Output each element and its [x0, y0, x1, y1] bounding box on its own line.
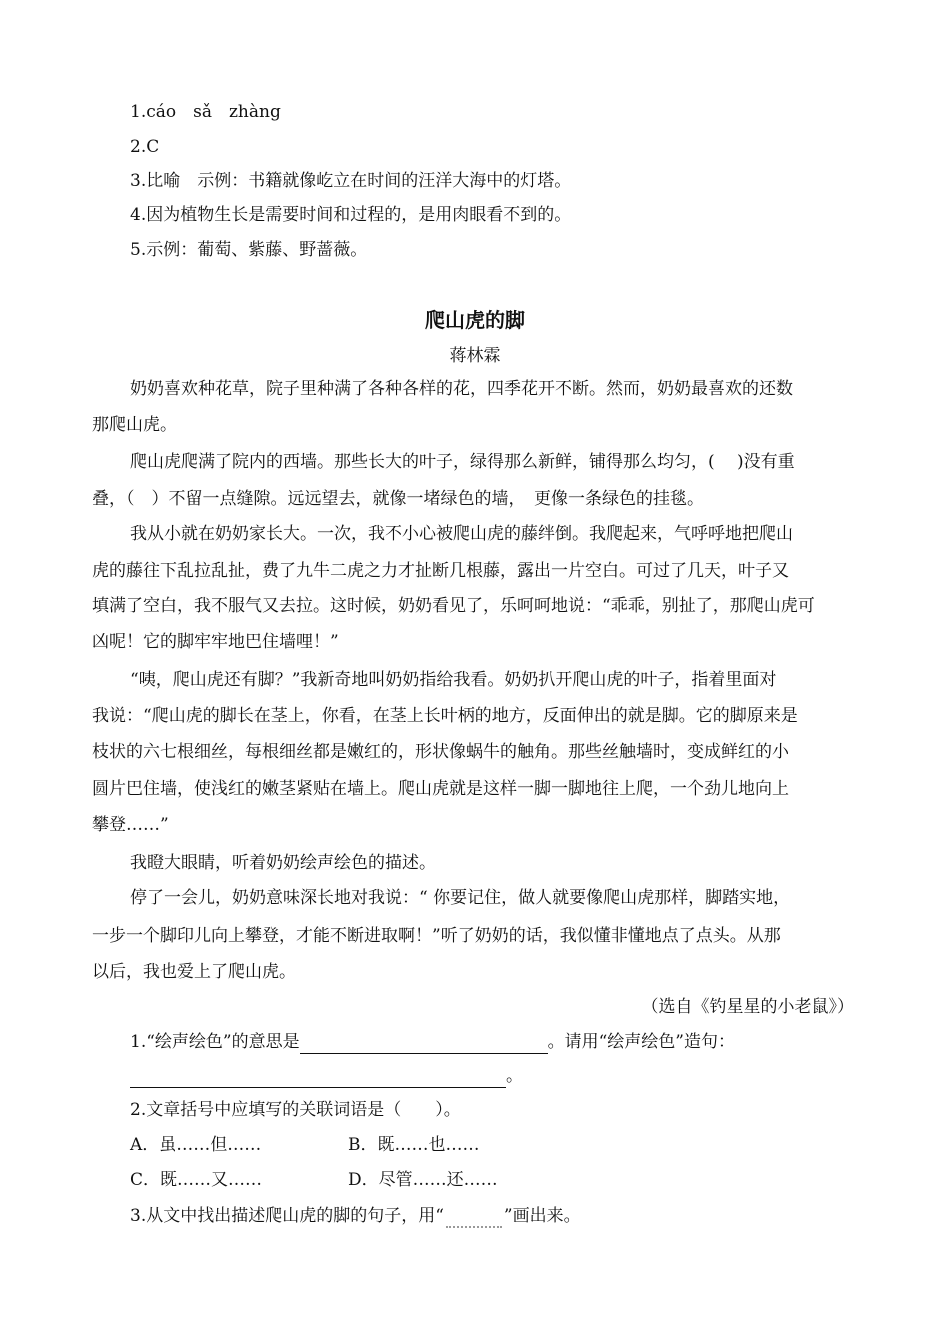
question-1-end: 。 [506, 1066, 523, 1086]
question-1-sentence-line [130, 1064, 523, 1088]
option-d: D．尽管……还…… [348, 1170, 498, 1190]
sentence-blank[interactable] [130, 1067, 506, 1088]
article-author: 蒋林霖 [449, 346, 501, 366]
article-line: 爬山虎爬满了院内的西墙。那些长大的叶子，绿得那么新鲜，铺得那么均匀，( )没有重 [130, 452, 795, 472]
article-line: 以后，我也爱上了爬山虎。 [92, 962, 296, 982]
article-line: 攀登……” [92, 815, 169, 835]
article-line: 叠，（ ）不留一点缝隙。远远望去，就像一堵绿色的墙， 更像一条绿色的挂毯。 [92, 489, 704, 509]
article-title: 爬山虎的脚 [425, 308, 525, 332]
question-3-text: 3.从文中找出描述爬山虎的脚的句子，用“ [130, 1206, 444, 1226]
article-line: 我瞪大眼睛，听着奶奶绘声绘色的描述。 [130, 853, 436, 873]
article-line: 我说：“爬山虎的脚长在茎上，你看，在茎上长叶柄的地方，反面伸出的就是脚。它的脚原来是 [92, 706, 798, 726]
article-line: “咦，爬山虎还有脚？”我新奇地叫奶奶指给我看。奶奶扒开爬山虎的叶子，指着里面对 [130, 670, 777, 690]
article-line: 我从小就在奶奶家长大。一次，我不小心被爬山虎的藤绊倒。我爬起来，气呼呼地把爬山 [130, 524, 793, 544]
article-line: 那爬山虎。 [92, 415, 177, 435]
article-line: 凶呢！它的脚牢牢地巴住墙哩！” [92, 632, 339, 652]
article-line: 虎的藤往下乱拉乱扯，费了九牛二虎之力才扯断几根藤，露出一片空白。可过了几天，叶子又 [92, 561, 789, 581]
answer-line: 3.比喻 示例：书籍就像屹立在时间的汪洋大海中的灯塔。 [130, 171, 572, 191]
question-2: 2.文章括号中应填写的关联词语是（ ）。 [130, 1100, 461, 1120]
article-line: 一步一个脚印儿向上攀登，才能不断进取啊！”听了奶奶的话，我似懂非懂地点了点头。从那 [92, 926, 781, 946]
article-source: （选自《钓星星的小老鼠》） [641, 997, 854, 1017]
question-1-text: 1.“绘声绘色”的意思是 [130, 1032, 300, 1052]
article-line: 填满了空白，我不服气又去拉。这时候，奶奶看见了，乐呵呵地说：“乖乖，别扯了，那爬山虎可 [92, 596, 815, 616]
option-c: C．既……又…… [130, 1170, 263, 1190]
option-b: B．既……也…… [348, 1135, 480, 1155]
article-line: 奶奶喜欢种花草，院子里种满了各种各样的花，四季花开不断。然而，奶奶最喜欢的还数 [130, 379, 793, 399]
question-1 [130, 1030, 735, 1054]
article-line: 枝状的六七根细丝，每根细丝都是嫩红的，形状像蜗牛的触角。那些丝触墙时，变成鲜红的小 [92, 742, 789, 762]
question-3-text-cont: ”画出来。 [503, 1206, 581, 1226]
option-a: A．虽……但…… [130, 1135, 262, 1155]
article-line: 停了一会儿，奶奶意味深长地对我说：“ 你要记住，做人就要像爬山虎那样，脚踏实地， [130, 888, 791, 908]
answer-line: 4.因为植物生长是需要时间和过程的，是用肉眼看不到的。 [130, 205, 572, 225]
answer-line: 5.示例：葡萄、紫藤、野蔷薇。 [130, 240, 368, 260]
question-1-text-cont: 。请用“绘声绘色”造句： [547, 1032, 735, 1052]
answer-line: 2.C [130, 137, 160, 157]
answer-line: 1.cáo sǎ zhàng [130, 102, 281, 122]
wavy-underline-mark [446, 1212, 502, 1228]
article-line: 圆片巴住墙，使浅红的嫩茎紧贴在墙上。爬山虎就是这样一脚一脚地往上爬，一个劲儿地向上 [92, 779, 789, 799]
question-3 [130, 1204, 581, 1228]
answer-blank[interactable] [300, 1033, 548, 1054]
